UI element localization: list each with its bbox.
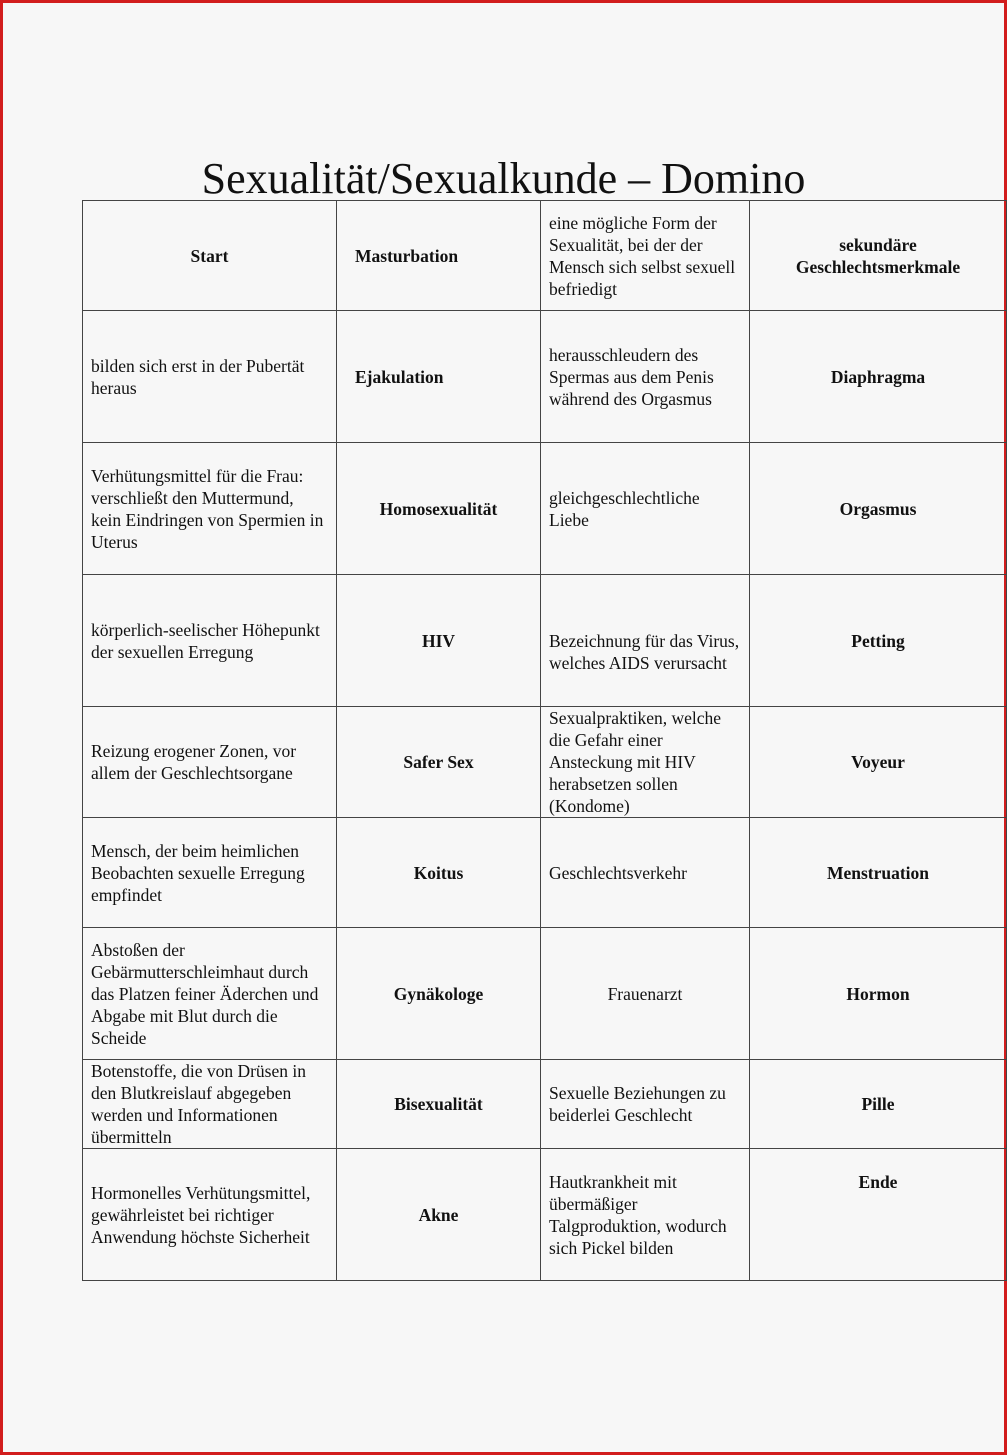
definition-cell: körperlich-seelischer Höhepunkt der sexuellen Erregung [83, 575, 337, 707]
term-cell: Masturbation [337, 201, 541, 311]
term-cell: Orgasmus [750, 443, 1007, 575]
definition-cell: Reizung erogener Zonen, vor allem der Geschlechtsorgane [83, 707, 337, 818]
table-row [83, 575, 1007, 707]
table-row [83, 928, 1007, 1060]
term-cell: Pille [750, 1060, 1007, 1149]
term-cell: HIV [337, 575, 541, 707]
term-cell: Homosexualität [337, 443, 541, 575]
term-cell: Hormon [750, 928, 1007, 1060]
term-cell: Gynäkologe [337, 928, 541, 1060]
definition-cell: Botenstoffe, die von Drüsen in den Blutkreislauf abgegeben werden und Informationen übermitteln [83, 1060, 337, 1149]
term-cell: Ende [750, 1149, 1007, 1281]
definition-cell: Sexualpraktiken, welche die Gefahr einer Ansteckung mit HIV herabsetzen sollen (Kondome) [541, 707, 750, 818]
page-title: Sexualität/Sexualkunde – Domino [201, 154, 806, 204]
table-row [83, 707, 1007, 818]
term-cell: Bisexualität [337, 1060, 541, 1149]
definition-cell: herausschleudern des Spermas aus dem Penis während des Orgasmus [541, 311, 750, 443]
table-row [83, 818, 1007, 928]
definition-cell: gleichgeschlechtliche Liebe [541, 443, 750, 575]
table-cell: Start [83, 201, 337, 311]
term-cell: Voyeur [750, 707, 1007, 818]
definition-cell: Hautkrankheit mit übermäßiger Talgproduktion, wodurch sich Pickel bilden [541, 1149, 750, 1281]
table-row [83, 1149, 1007, 1281]
definition-cell: bilden sich erst in der Pubertät heraus [83, 311, 337, 443]
definition-cell: Abstoßen der Gebärmutterschleimhaut durch das Platzen feiner Äderchen und Abgabe mit Blut durch die Scheide [83, 928, 337, 1060]
table-row [83, 443, 1007, 575]
definition-cell: Hormonelles Verhütungsmittel, gewährleistet bei richtiger Anwendung höchste Sicherheit [83, 1149, 337, 1281]
term-cell: Diaphragma [750, 311, 1007, 443]
definition-cell: Geschlechtsverkehr [541, 818, 750, 928]
term-cell: Ejakulation [337, 311, 541, 443]
term-cell: Koitus [337, 818, 541, 928]
table-row [83, 1060, 1007, 1149]
table-row [83, 201, 1007, 311]
definition-cell: Mensch, der beim heimlichen Beobachten sexuelle Erregung empfindet [83, 818, 337, 928]
term-cell: sekundäre Geschlechtsmerkmale [750, 201, 1007, 311]
table-row [83, 311, 1007, 443]
term-cell: Akne [337, 1149, 541, 1281]
definition-cell: eine mögliche Form der Sexualität, bei der der Mensch sich selbst sexuell befriedigt [541, 201, 750, 311]
definition-cell: Sexuelle Beziehungen zu beiderlei Geschlecht [541, 1060, 750, 1149]
definition-cell: Frauenarzt [541, 928, 750, 1060]
definition-cell: Verhütungsmittel für die Frau: verschließt den Muttermund, kein Eindringen von Spermien in Uterus [83, 443, 337, 575]
definition-cell: Bezeichnung für das Virus, welches AIDS verursacht [541, 575, 750, 707]
term-cell: Safer Sex [337, 707, 541, 818]
term-cell: Petting [750, 575, 1007, 707]
term-cell: Menstruation [750, 818, 1007, 928]
domino-table [82, 200, 1007, 1281]
